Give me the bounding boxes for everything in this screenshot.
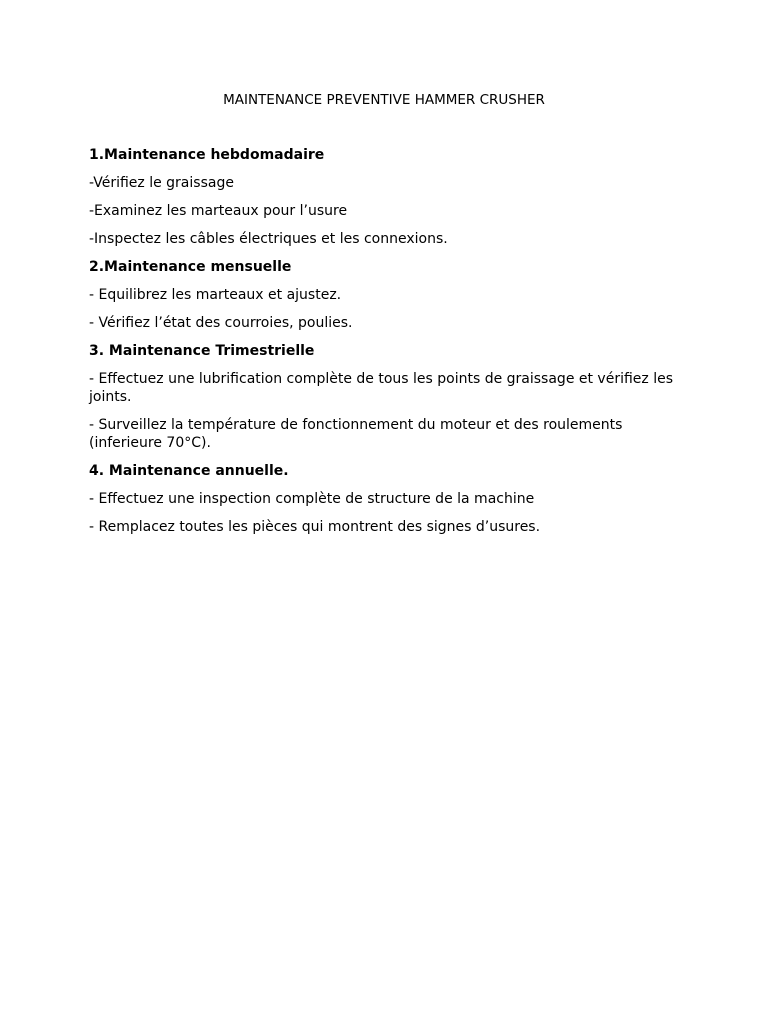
list-item: -Inspectez les câbles électriques et les connexions.	[89, 231, 448, 247]
document-body	[89, 146, 679, 546]
section-heading: 2.Maintenance mensuelle	[89, 259, 292, 275]
list-item: - Effectuez une lubrification complète de tous les points de graissage et vérifiez les joints.	[89, 371, 674, 405]
section-heading: 1.Maintenance hebdomadaire	[89, 147, 325, 163]
list-item: -Vérifiez le graissage	[89, 175, 234, 191]
section-monthly	[89, 258, 679, 332]
section-heading: 3. Maintenance Trimestrielle	[89, 343, 315, 359]
section-weekly	[89, 146, 679, 248]
section-annual	[89, 462, 679, 536]
list-item: - Effectuez une inspection complète de structure de la machine	[89, 491, 535, 507]
list-item: - Surveillez la température de fonctionnement du moteur et des roulements (inferieure 70°C).	[89, 417, 623, 451]
list-item: - Vérifiez l’état des courroies, poulies.	[89, 315, 353, 331]
document-title: MAINTENANCE PREVENTIVE HAMMER CRUSHER	[223, 92, 545, 108]
list-item: - Remplacez toutes les pièces qui montrent des signes d’usures.	[89, 519, 541, 535]
list-item: - Equilibrez les marteaux et ajustez.	[89, 287, 342, 303]
section-heading: 4. Maintenance annuelle.	[89, 463, 289, 479]
list-item: -Examinez les marteaux pour l’usure	[89, 203, 348, 219]
section-quarterly	[89, 342, 679, 452]
